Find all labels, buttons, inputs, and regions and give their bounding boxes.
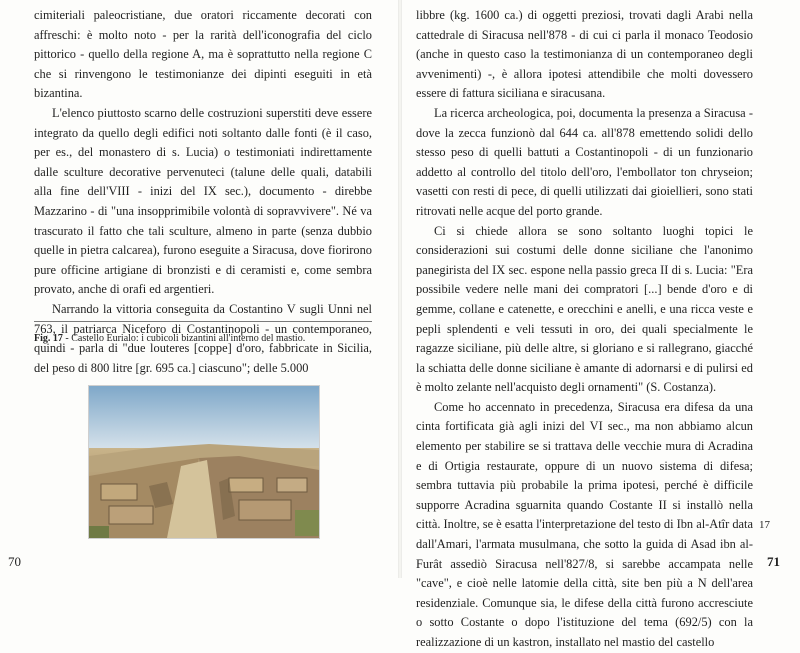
margin-reference-number: 17	[759, 519, 770, 531]
paragraph: L'elenco piuttosto scarno delle costruzioni superstiti deve essere integrato da quello degli edifici noti soltanto dalle fonti (è il caso, per es., del monastero di s. Lucia) o testimoniati indirettamente dalle sculture decorative pervenuteci (talune delle quali, databili alla fine dell'VIII - inizi del IX sec.), documento - direbbe Mazzarino - di "una insopprimibile volontà di sopravvivere". Né va trascurato il fatto che tali sculture, almeno in parte (senza dubbio quelle in pietra calcarea), furono eseguite a Siracusa, dove fiorirono pure officine artigiane di bronzisti e di ceramisti e, come sembra provato, anche di orafi ed argentieri.	[34, 105, 372, 297]
paragraph: libbre (kg. 1600 ca.) di oggetti preziosi, trovati dagli Arabi nella cattedrale di Siracusa nell'878 - di cui ci parla il monaco Teodosio (anche in questo caso la testimonianza di un contemporaneo degli avvenimenti) -, è allora ipotesi attendibile che molti dovessero essere di fattura siciliana e siracusana.	[416, 8, 753, 101]
right-page	[400, 0, 800, 649]
figure-caption	[34, 332, 372, 345]
castle-photo	[88, 385, 320, 539]
paragraph: Come ho accennato in precedenza, Siracusa era difesa da una cinta fortificata già agli inizi del VI sec., ma non abbiamo alcun elemento per stabilire se si trattava delle vecchie mura di Acradina e di Ortigia restaurate, oppure di un nuovo sistema di difesa; sembra tuttavia più probabile la prima ipotesi, perché è difficile supporre Acradina sguarnita quando Costante II si installò nella città. Inoltre, se è esatta l'interpretazione del testo di Ibn al-Atîr data dall'Amari, l'armata musulmana, che sotto la guida di Asad ibn al-Furât assediò Siracusa nell'827/8, si sarebbe accampata nelle "cave", e cioè nelle latomie della città, site ben più a N dell'area residenziale. Comunque sia, le difese della città furono accresciute o sotto Costante o dopo l'istituzione del tema (692/5) con la realizzazione di un kastron, installato nel mastio del castello	[416, 399, 753, 649]
right-text-column	[416, 6, 753, 653]
paragraph: Narrando la vittoria conseguita da Costantino V sugli Unni nel 763, il patriarca Niceforo di Costantinopoli - un contemporaneo, quindi - parla di "due louteres [coppe] d'oro, fabbricate in Sicilia, del peso di 800 litre [gr. 695 ca.] ciascuno"; delle 5.000	[34, 301, 372, 375]
left-page	[0, 0, 400, 578]
figure-label: Fig. 17	[34, 333, 63, 344]
paragraph: cimiteriali paleocristiane, due oratori riccamente decorati con affreschi: è molto noto - per la rarità dell'iconografia del ciclo pittorico - quello della regione A, ma è soprattutto nella regione C che si rinvengono le testimonianze dei dipinti eseguiti in età bizantina.	[34, 8, 372, 101]
left-text-column	[34, 6, 372, 378]
paragraph: Ci si chiede allora se sono soltanto luoghi topici le considerazioni sui costumi delle donne siciliane che l'anonimo panegirista del IX sec. espone nella passio greca II di s. Lucia: "Era possibile vedere nelle mani dei compratori [...] bende d'oro e di gemme, collane e catenette, e orecchini e anelli, e una ricca veste e pepli splendenti e veli tessuti in oro, dei quali specialmente le ragazze siciliane, più delle altre, si gloriano e si rallegrano, giacché la schiatta delle donne siciliane è amante di adornarsi e di pulirsi ed è molto zelante nell'acquisto degli ornamenti" (S. Costanza).	[416, 223, 753, 395]
caption-divider	[34, 321, 372, 322]
page-number-right: 71	[767, 554, 780, 569]
figure-caption-text: - Castello Eurialo: i cubicoli bizantini all'interno del mastio.	[65, 333, 306, 344]
page-number-left: 70	[8, 554, 21, 569]
paragraph: La ricerca archeologica, poi, documenta la presenza a Siracusa - dove la zecca funzionò dal 644 ca. all'878 emettendo solidi dello stesso peso di quelli battuti a Costantinopoli - di un funzionario addetto al controllo del titolo dell'oro, l'embollator ton chryseion; vasetti con resti di pece, di quelli utilizzati dai gioiellieri, sono stati ritrovati nelle acque del porto grande.	[416, 105, 753, 218]
castle-ruins-image	[89, 386, 319, 538]
